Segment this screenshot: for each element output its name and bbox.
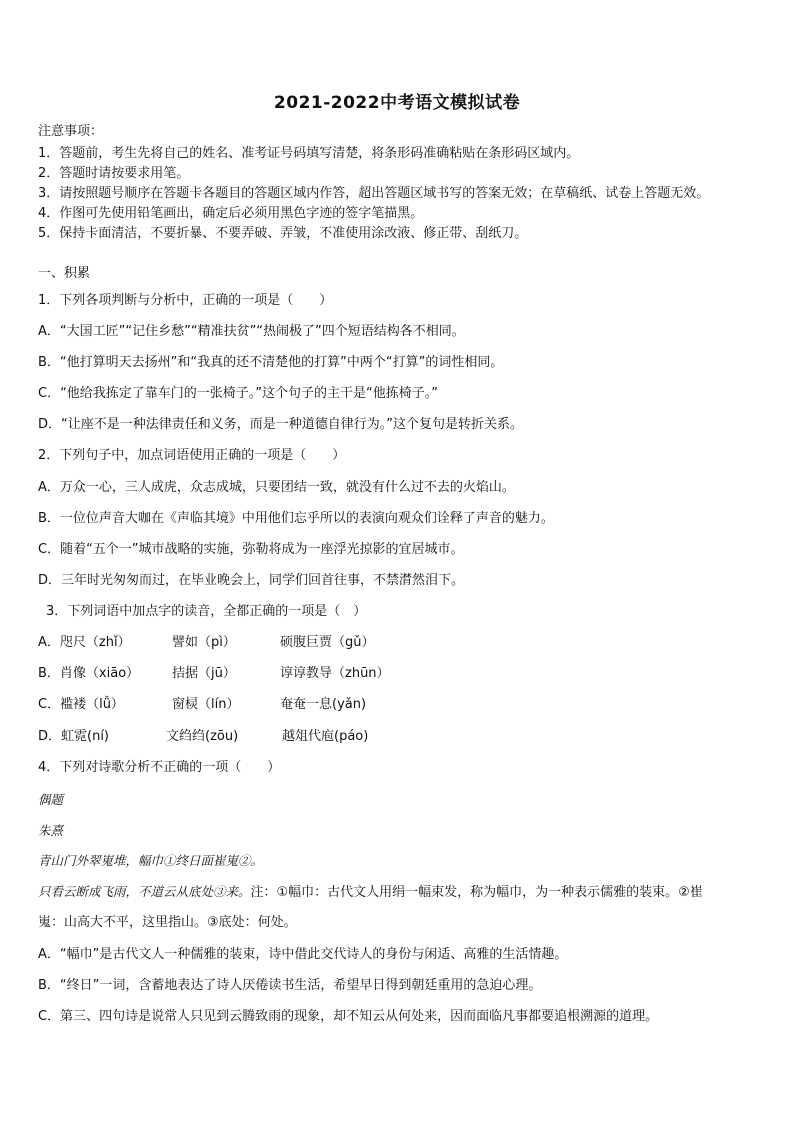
- option-b-word-1: B．肖像（xiāo）: [38, 666, 140, 681]
- option-d-word-3: 越俎代庖(páo): [282, 729, 369, 744]
- question-stem: 1．下列各项判断与分析中，正确的一项是（ ）: [38, 293, 333, 308]
- poem-line-with-note: [38, 884, 703, 901]
- option-a: A．“幅巾”是古代文人一种儒雅的装束，诗中借此交代诗人的身份与闲适、高雅的生活情趣。: [38, 947, 568, 962]
- option-a-word-3: 硕腹巨贾（gǔ）: [280, 635, 375, 650]
- question-stem: 4．下列对诗歌分析不正确的一项（ ）: [38, 760, 281, 775]
- option-c-word-3: 奄奄一息(yǎn): [280, 697, 367, 712]
- option-a-word-1: A．咫尺（zhǐ）: [38, 635, 131, 650]
- notes-item: 5．保持卡面清洁，不要折暴、不要弄破、弄皱，不准使用涂改液、修正带、刮纸刀。: [38, 226, 528, 241]
- option-b-word-3: 谆谆教导（zhūn）: [280, 666, 390, 681]
- notes-item: 1．答题前，考生先将自己的姓名、准考证号码填写清楚，将条形码准确粘贴在条形码区域内。: [38, 146, 580, 161]
- option-d-word-1: D．虹霓(ní): [38, 729, 110, 744]
- notes-item: 4．作图可先使用铅笔画出，确定后必须用黑色字迹的签字笔描黑。: [38, 206, 424, 221]
- option-c: C．第三、四句诗是说常人只见到云腾致雨的现象，却不知云从何处来，因而面临凡事都要追根溯源的道理。: [38, 1009, 659, 1024]
- option-a-word-2: 譬如（pì）: [172, 635, 236, 650]
- question-stem: 3．下列词语中加点字的读音，全都正确的一项是（ ）: [46, 604, 367, 619]
- poem-line: 青山门外翠嵬堆，幅巾①终日面崔嵬②。: [38, 853, 264, 868]
- option-d: D．三年时光匆匆而过，在毕业晚会上，同学们回首往事，不禁潸然泪下。: [38, 573, 465, 588]
- option-d-word-2: 文绉绉(zōu): [166, 729, 239, 744]
- poem-title: 偶题: [38, 792, 64, 807]
- option-c-word-2: 窗棂（lín）: [172, 697, 240, 712]
- option-c: C．随着“五个一”城市战略的实施，弥勒将成为一座浮光掠影的宜居城市。: [38, 542, 464, 557]
- option-b: B．“他打算明天去扬州”和“我真的还不清楚他的打算”中两个“打算”的词性相同。: [38, 355, 504, 370]
- option-c-word-1: C．褴褛（lǚ）: [38, 697, 124, 712]
- option-a: A．“大国工匠”“记住乡愁”“精准扶贫”“热闹极了”四个短语结构各不相同。: [38, 324, 465, 339]
- notes-heading: 注意事项：: [38, 124, 104, 139]
- notes-item: 2．答题时请按要求用笔。: [38, 166, 190, 181]
- poem-line: 只看云断成飞雨，不道云从底处③来。: [38, 884, 251, 899]
- option-b: B．一位位声音大咖在《声临其境》中用他们忘乎所以的表演向观众们诠释了声音的魅力。: [38, 511, 554, 526]
- option-c: C．“他给我拣定了靠车门的一张椅子。”这个句子的主干是“他拣椅子。”: [38, 386, 439, 401]
- option-b-word-2: 拮据（jū）: [172, 666, 236, 681]
- option-b: B．“终日”一词，含蓄地表达了诗人厌倦读书生活，希望早日得到朝廷重用的急迫心理。: [38, 978, 542, 993]
- option-a: A．万众一心，三人成虎，众志成城，只要团结一致，就没有什么过不去的火焰山。: [38, 480, 515, 495]
- poem-note: 嵬：山高大不平，这里指山。③底处：何处。: [38, 915, 297, 930]
- poem-author: 朱熹: [38, 823, 64, 838]
- page-title: 2021-2022中考语文模拟试卷: [273, 93, 521, 113]
- poem-note: 注：①幅巾：古代文人用绢一幅束发，称为幅巾，为一种表示儒雅的装束。②崔: [250, 885, 703, 900]
- notes-item: 3．请按照题号顺序在答题卡各题目的答题区域内作答，超出答题区域书写的答案无效；在草稿纸、试卷上答题无效。: [38, 186, 710, 201]
- section-heading: 一、积累: [38, 266, 91, 281]
- option-d: D．“让座不是一种法律责任和义务，而是一种道德自律行为。”这个复句是转折关系。: [38, 417, 523, 432]
- question-stem: 2．下列句子中，加点词语使用正确的一项是（ ）: [38, 448, 346, 463]
